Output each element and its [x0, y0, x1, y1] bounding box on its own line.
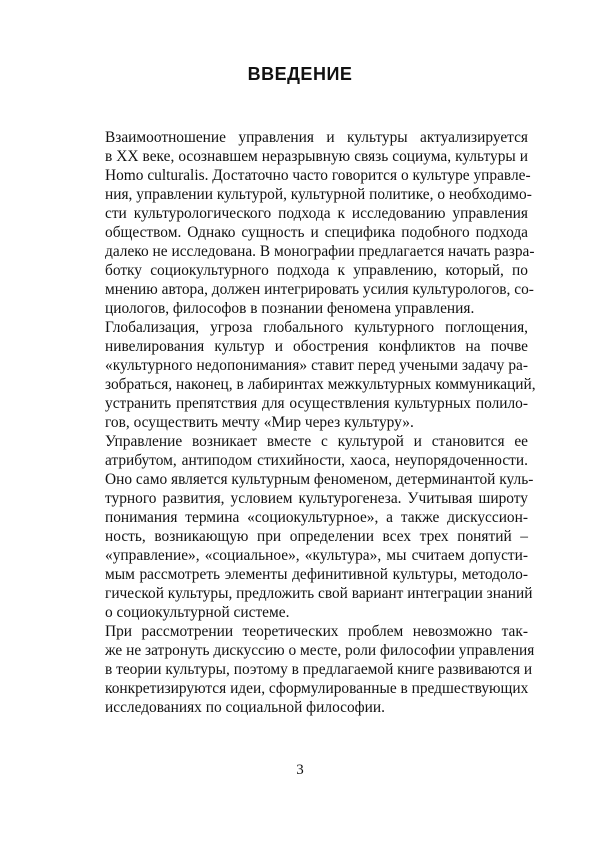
text-line: мнению автора, должен интегрировать усилия культурологов, со-: [105, 281, 534, 298]
paragraph-4: [73, 622, 535, 717]
text-line: нивелирования культур и обострения конфликтов на почве: [105, 338, 528, 355]
text-line: мым рассмотреть элементы дефинитивной культуры, методоло-: [105, 566, 528, 583]
text-line: обществом. Однако сущность и специфика подобного подхода: [105, 224, 528, 241]
text-line: понимания термина «социокультурное», а также дискуссион-: [105, 509, 528, 526]
body-text: [73, 128, 536, 717]
text-line: зобраться, наконец, в лабиринтах межкультурных коммуникаций,: [105, 376, 536, 393]
text-line: ния, управлении культурой, культурной политике, о необходимо-: [105, 186, 532, 203]
text-line: далеко не исследована. В монографии предлагается начать разра-: [105, 243, 535, 260]
text-line: Взаимоотношение управления и культуры актуализируется: [105, 129, 528, 146]
text-line: Глобализация, угроза глобального культурного поглощения,: [105, 319, 528, 336]
page-number: 3: [296, 762, 304, 778]
text-line: атрибутом, антиподом стихийности, хаоса, неупорядоченности.: [105, 452, 528, 469]
text-line: ботку социокультурного подхода к управлению, который, по: [105, 262, 528, 279]
text-line: устранить препятствия для осуществления культурных полило-: [105, 395, 528, 412]
text-line: циологов, философов в познании феномена управления.: [105, 300, 475, 317]
text-line: Оно само является культурным феноменом, детерминантой куль-: [105, 471, 534, 488]
text-line: о социокультурной системе.: [105, 604, 290, 621]
text-line: гической культуры, предложить свой вариант интеграции знаний: [105, 585, 533, 602]
paragraph-3: [73, 432, 534, 622]
text-line: Homo culturalis. Достаточно часто говорится о культуре управле-: [105, 167, 531, 184]
text-line: Управление возникает вместе с культурой и становится ее: [105, 433, 528, 450]
text-line: «управление», «социальное», «культура», мы считаем допусти-: [105, 547, 528, 564]
text-line: сти культурологического подхода к исследованию управления: [105, 205, 528, 222]
text-line: же не затронуть дискуссию о месте, роли философии управления: [105, 642, 535, 659]
paragraph-2: [73, 318, 536, 432]
text-line: гов, осуществить мечту «Мир через культуру».: [105, 414, 414, 431]
text-line: При рассмотрении теоретических проблем невозможно так-: [105, 623, 528, 640]
text-line: исследованиях по социальной философии.: [105, 699, 385, 716]
text-line: «культурного недопонимания» ставит перед учеными задачу ра-: [105, 357, 528, 374]
page-title: ВВЕДЕНИЕ: [247, 64, 353, 84]
paragraph-1: [73, 128, 535, 318]
text-line: ность, возникающую при определении всех трех понятий –: [105, 528, 528, 545]
text-line: турного развития, условием культурогенеза. Учитывая широту: [105, 490, 528, 507]
text-line: конкретизируются идеи, сформулированные в предшествующих: [105, 680, 529, 697]
text-line: в теории культуры, поэтому в предлагаемой книге развиваются и: [105, 661, 533, 678]
text-line: в XX веке, осознавшем неразрывную связь социума, культуры и: [105, 148, 528, 165]
